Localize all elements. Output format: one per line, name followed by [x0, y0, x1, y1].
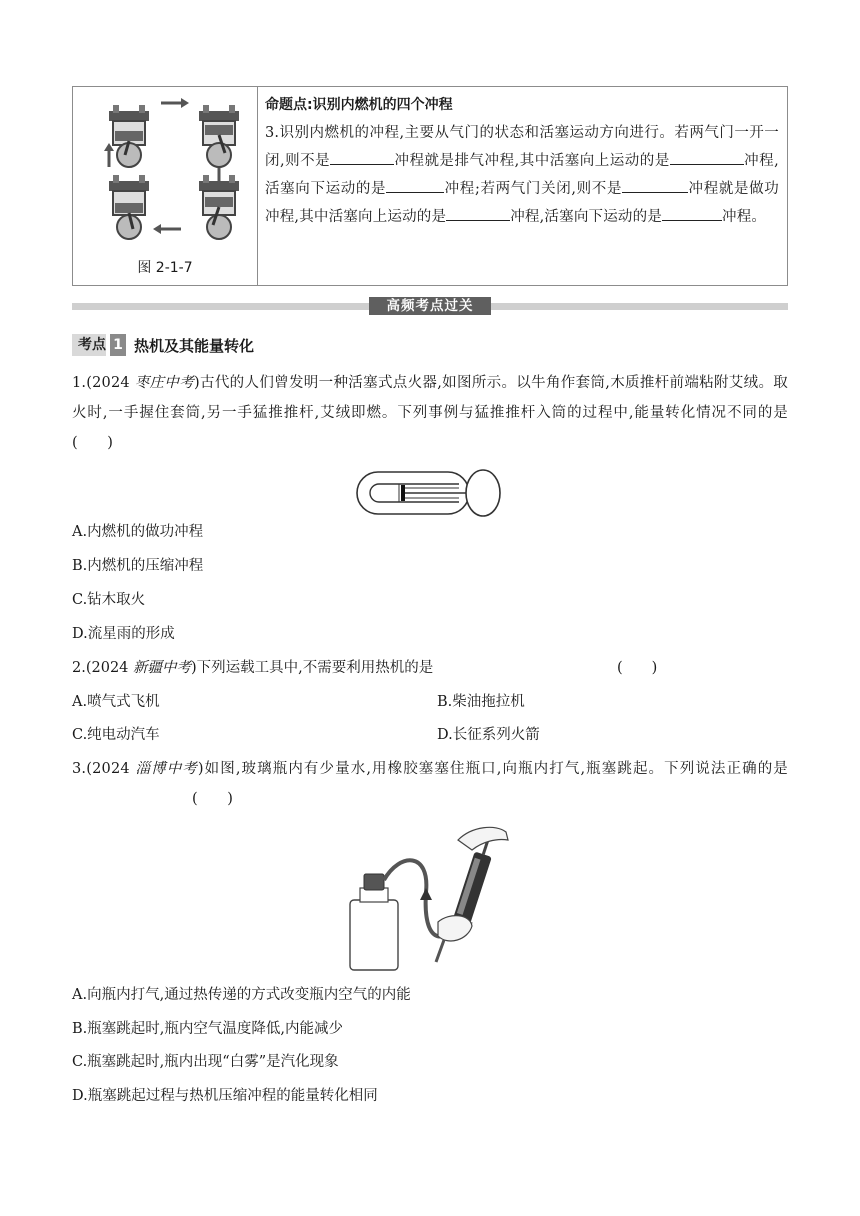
question-2-stem: 2.(2024 新疆中考)下列运载工具中,不需要利用热机的是 ( ) — [72, 660, 658, 676]
q1-option-c[interactable]: C.钻木取火 — [72, 592, 146, 608]
answer-blank-4[interactable] — [622, 178, 688, 193]
q2-option-d[interactable]: D.长征系列火箭 — [437, 727, 540, 743]
answer-blank-2[interactable] — [670, 150, 744, 165]
q2-option-a[interactable]: A.喷气式飞机 — [72, 694, 160, 710]
point-title: 命题点:识别内燃机的四个冲程 — [265, 97, 453, 113]
q2-option-b[interactable]: B.柴油拖拉机 — [437, 694, 525, 710]
figure-caption: 图 2-1-7 — [137, 260, 193, 276]
q3-option-b[interactable]: B.瓶塞跳起时,瓶内空气温度降低,内能减少 — [72, 1021, 343, 1037]
topic-number: 1 — [110, 334, 126, 356]
engine-stroke-4 — [199, 175, 239, 239]
q2-option-c[interactable]: C.纯电动汽车 — [72, 727, 160, 743]
answer-blank-3[interactable] — [386, 178, 444, 193]
answer-blank-5[interactable] — [446, 206, 510, 221]
section-banner — [72, 297, 788, 315]
q3-option-c[interactable]: C.瓶塞跳起时,瓶内出现“白雾”是汽化现象 — [72, 1054, 339, 1070]
figure-cell — [73, 87, 258, 285]
question-3-stem: 3.(2024 淄博中考)如图,玻璃瓶内有少量水,用橡胶塞塞住瓶口,向瓶内打气,瓶塞跳起。下列说法正确的是( ) — [72, 761, 789, 807]
bottle-pump-figure — [340, 822, 520, 972]
engine-stroke-table — [72, 86, 788, 286]
question-3-text: 3.识别内燃机的冲程,主要从气门的状态和活塞运动方向进行。若两气门一开一闭,则不是 冲程就是排气冲程,其中活塞向上运动的是 冲程,活塞向下运动的是 冲程;若两气门关闭,则不是 冲程就是做功冲程,其中活塞向上运动的是 冲程,活塞向下运动的是 冲程。 — [265, 125, 779, 225]
q1-option-d[interactable]: D.流星雨的形成 — [72, 626, 175, 642]
question-1-stem: 1.(2024 枣庄中考)古代的人们曾发明一种活塞式点火器,如图所示。以牛角作套筒,木质推杆前端粘附艾绒。取火时,一手握住套筒,另一手猛推推杆,艾绒即燃。下列事例与猛推推杆入筒的过程中,能量转化情况不同的是 ( ) — [72, 375, 788, 451]
topic-title: 热机及其能量转化 — [134, 336, 255, 355]
q3-option-a[interactable]: A.向瓶内打气,通过热传递的方式改变瓶内空气的内能 — [72, 987, 411, 1003]
engine-stroke-3 — [109, 175, 149, 239]
engine-stroke-1 — [109, 105, 149, 167]
proposition-cell — [259, 87, 787, 289]
banner-label: 高频考点过关 — [369, 297, 491, 315]
engine-stroke-2 — [199, 105, 239, 167]
topic-header — [72, 334, 254, 358]
four-stroke-engine-figure — [73, 87, 257, 247]
answer-blank-1[interactable] — [330, 150, 394, 165]
piston-igniter-figure — [355, 466, 505, 520]
q1-option-a[interactable]: A.内燃机的做功冲程 — [72, 524, 204, 540]
q3-option-d[interactable]: D.瓶塞跳起过程与热机压缩冲程的能量转化相同 — [72, 1088, 378, 1104]
answer-blank-6[interactable] — [662, 206, 722, 221]
topic-tag: 考点 — [72, 334, 106, 356]
q1-option-b[interactable]: B.内燃机的压缩冲程 — [72, 558, 204, 574]
